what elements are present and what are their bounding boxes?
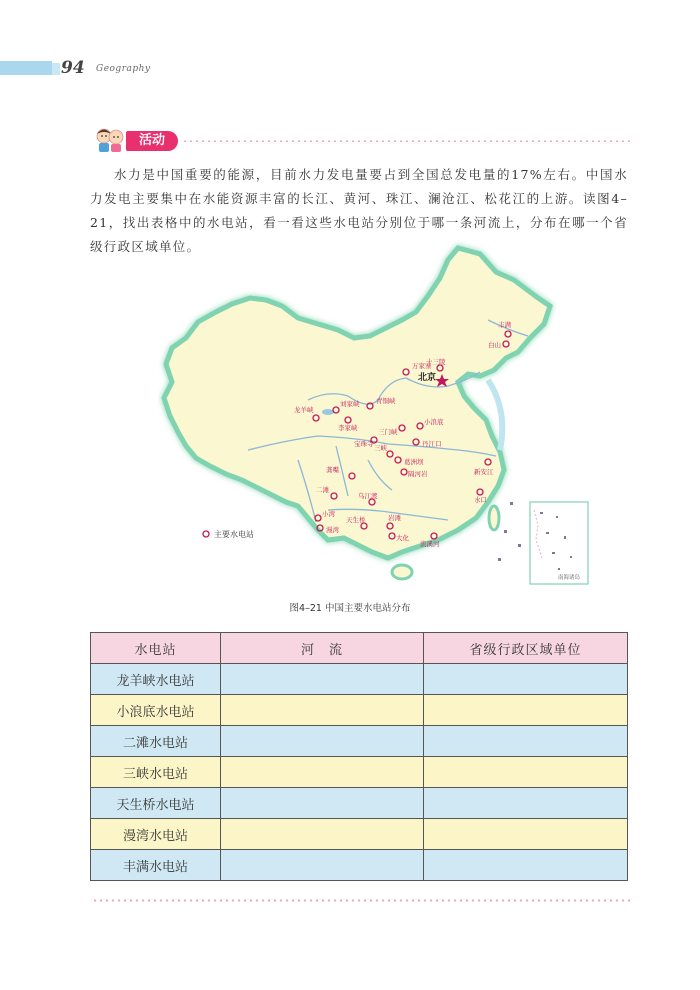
taiwan-island (489, 506, 499, 530)
province-cell[interactable] (424, 664, 628, 695)
station-cell: 小浪底水电站 (91, 695, 221, 726)
station-cell: 漫湾水电站 (91, 819, 221, 850)
table-row (91, 726, 628, 757)
table-row (91, 664, 628, 695)
station-cell: 二滩水电站 (91, 726, 221, 757)
legend-label: 主要水电站 (214, 530, 254, 539)
capital-label: 北京 (418, 373, 437, 383)
station-label: 十三陵 (426, 358, 446, 366)
table-row (91, 695, 628, 726)
station-label: 万家寨 (412, 362, 432, 370)
offshore-islands (498, 502, 521, 561)
station-label: 水口 (474, 496, 487, 504)
station-label: 白山 (488, 341, 501, 349)
station-label: 丰满 (498, 321, 511, 329)
station-table (90, 632, 628, 881)
header-province: 省级行政区域单位 (424, 633, 628, 664)
south-china-sea-inset (530, 502, 588, 584)
river-cell[interactable] (221, 788, 424, 819)
province-cell[interactable] (424, 788, 628, 819)
table-row (91, 819, 628, 850)
inset-label: 南海诸岛 (558, 575, 581, 581)
station-label: 三峡 (374, 444, 387, 452)
river-cell[interactable] (221, 819, 424, 850)
station-label: 李家峡 (338, 424, 358, 432)
station-label: 大化 (396, 534, 409, 542)
station-label: 天生桥 (346, 516, 366, 524)
station-label: 岩滩 (388, 514, 401, 522)
table-row (91, 850, 628, 881)
china-map-svg (158, 240, 598, 590)
province-cell[interactable] (424, 850, 628, 881)
river-cell[interactable] (221, 664, 424, 695)
bottom-dotted-divider (92, 899, 630, 902)
station-cell: 丰满水电站 (91, 850, 221, 881)
station-label: 乌江渡 (358, 492, 378, 500)
hydropower-map (158, 240, 598, 590)
province-cell[interactable] (424, 695, 628, 726)
station-label: 小浪底 (424, 418, 444, 426)
hainan-island (392, 565, 412, 579)
station-label: 丹江口 (422, 440, 442, 448)
station-cell: 三峡水电站 (91, 757, 221, 788)
province-cell[interactable] (424, 726, 628, 757)
station-label: 青铜峡 (376, 397, 396, 405)
station-label: 小湾 (322, 510, 335, 518)
station-label: 流溪河 (420, 540, 440, 548)
station-label: 漫湾 (326, 526, 339, 534)
station-cell: 天生桥水电站 (91, 788, 221, 819)
page-number: 94 (61, 58, 85, 78)
activity-paragraph: 水力是中国重要的能源，目前水力发电量要占到全国总发电量的17%左右。中国水力发电主要集中在水能资源丰富的长江、黄河、珠江、澜沧江、松花江的上游。读图4–21，找出表格中的水电站，看一看这些水电站分别位于哪一条河流上，分布在哪一个省级行政区域单位。 (90, 167, 628, 254)
legend-station-icon (203, 531, 209, 537)
river-cell[interactable] (221, 850, 424, 881)
kids-icon (93, 124, 127, 154)
station-label: 三门峡 (378, 428, 398, 436)
header-accent-bar (0, 61, 52, 75)
table-row (91, 788, 628, 819)
station-label: 二滩 (316, 486, 329, 494)
province-cell[interactable] (424, 757, 628, 788)
map-caption: 图4–21 中国主要水电站分布 (289, 603, 411, 614)
station-label: 刘家峡 (340, 400, 360, 408)
table-row (91, 757, 628, 788)
qinghai-lake (322, 409, 334, 415)
station-label: 宝珠寺 (354, 440, 374, 448)
station-label: 龙羊峡 (294, 406, 314, 414)
page-subject: Geography (96, 64, 151, 74)
header-river: 河 流 (221, 633, 424, 664)
river-cell[interactable] (221, 726, 424, 757)
station-label: 隔河岩 (408, 470, 428, 478)
station-label: 葛洲坝 (404, 458, 424, 466)
activity-badge: 活动 (126, 131, 178, 151)
header-accent-bar-light (52, 63, 60, 75)
table-header-row (91, 633, 628, 664)
station-cell: 龙羊峡水电站 (91, 664, 221, 695)
station-label: 龚嘴 (326, 466, 339, 474)
river-cell[interactable] (221, 695, 424, 726)
header-station: 水电站 (91, 633, 221, 664)
river-cell[interactable] (221, 757, 424, 788)
station-label: 新安江 (474, 468, 494, 476)
province-cell[interactable] (424, 819, 628, 850)
dotted-divider (182, 140, 630, 142)
